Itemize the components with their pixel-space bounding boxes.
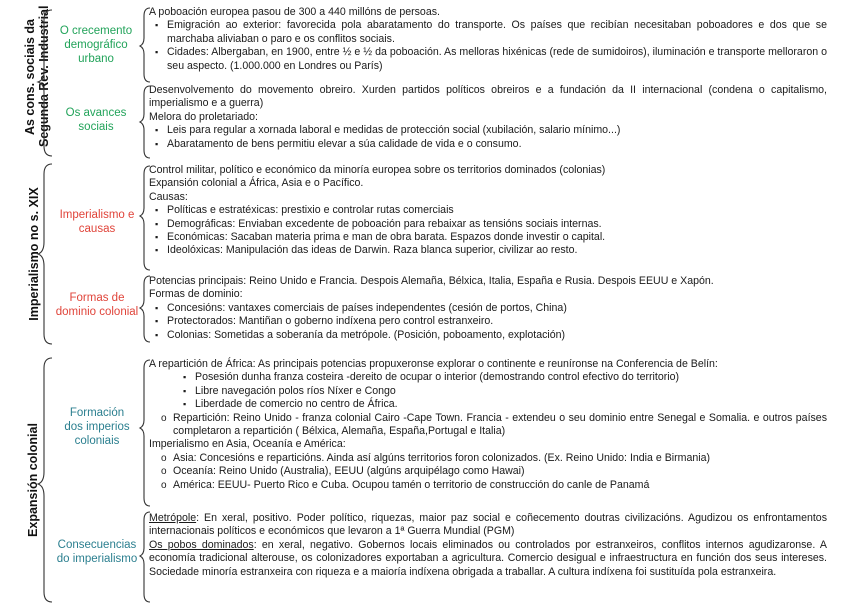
label-line: Formación — [69, 407, 125, 419]
square-item: ▪ Posesión dunha franza costeira -dereito de ocupar o interior (demostrando control efectivo do territorio) — [149, 371, 827, 384]
content-formas-dominio — [149, 275, 827, 342]
label-line: demográfico — [64, 39, 128, 51]
label-line: sociais — [78, 121, 114, 133]
paragraph — [149, 539, 827, 579]
content-line: Potencias principais: Reino Unido e Francia. Despois Alemaña, Bélxica, Italia, España e Rusia. Despois EEUU e Xapón. — [149, 275, 714, 287]
content-line: Desenvolvemento do movemento obreiro. Xurden partidos políticos obreiros e a fundación da II internacional (condena o capitalismo, imperialismo e a guerra) — [149, 84, 827, 110]
content-line: Imperialismo en Asia, Oceanía e América: — [149, 438, 346, 451]
label-line: dominio colonial — [55, 306, 139, 318]
content-line: Causas: — [149, 190, 188, 203]
label-line: Os avances — [65, 107, 127, 119]
content-line: Melora do proletariado: — [149, 110, 258, 123]
section-title-line: As cons. sociais da — [23, 18, 37, 136]
content-crecemento — [149, 6, 827, 73]
label-line: Consecuencias — [57, 539, 137, 551]
content-line: Control militar, político e económico da minoría europea sobre os territorios dominados (colonias) — [149, 164, 606, 176]
bullet-item: ▪ Emigración ao exterior: favorecida pola abaratamento do transporte. Os países que recibían necesitaban poboadores e dos que se marchaba aliviaban o paro e os conflitos sociais. — [149, 19, 827, 46]
label-line: Imperialismo e — [59, 209, 135, 221]
square-item: ▪ Liberdade de comercio no centro de África. — [149, 398, 827, 411]
section-title-line: Segunda Rev. Industrial — [37, 5, 51, 147]
circle-item: o Oceanía: Reino Unido (Australia), EEUU (algúns arquipélago como Hawai) — [149, 465, 827, 478]
content-avances — [149, 84, 827, 151]
bullet-item: ▪ Políticas e estratéxicas: prestixio e controlar rutas comerciais — [149, 204, 827, 217]
section-title-expansion — [26, 415, 42, 545]
section-title-line: Imperialismo no s. XIX — [27, 187, 41, 321]
content-imperialismo-causas — [149, 164, 827, 258]
sub-label-imperialismo-causas — [50, 208, 144, 236]
section-title-social — [23, 7, 53, 147]
bullet-item: ▪ Demográficas: Enviaban excedente de poboación para rebaixar as tensións sociais internas. — [149, 218, 827, 231]
bullet-item: ▪ Leis para regular a xornada laboral e medidas de protección social (xubilación, salario mínimo...) — [149, 124, 827, 137]
bullet-item: ▪ Ideolóxicas: Manipulación das ideas de Darwin. Raza blanca superior, civilizar ao resto. — [149, 244, 827, 257]
content-line: A poboación europea pasou de 300 a 440 millóns de persoas. — [149, 6, 440, 18]
section-title-line: Expansión colonial — [26, 423, 40, 537]
content-formacion — [149, 358, 827, 492]
sub-label-formacion — [50, 406, 144, 448]
bullet-item: ▪ Abaratamento de bens permitiu elevar a súa calidade de vida e o consumo. — [149, 138, 827, 151]
circle-item: o Asia: Concesións e reparticións. Ainda así algúns territorios foron colonizados. (Ex. Reino Unido: India e Birmania) — [149, 452, 827, 465]
square-item: ▪ Libre navegación polos ríos Níxer e Congo — [149, 385, 827, 398]
label-line: O crecemento — [59, 25, 133, 37]
content-consecuencias — [149, 512, 827, 579]
label-line: dos imperios — [64, 421, 130, 433]
sub-label-avances — [50, 106, 142, 134]
paragraph-lead: Os pobos dominados — [149, 538, 254, 551]
bullet-item: ▪ Concesións: vantaxes comerciais de países independentes (cesión de portos, China) — [149, 302, 827, 315]
paragraph — [149, 512, 827, 539]
bullet-item: ▪ Económicas: Sacaban materia prima e man de obra barata. Espazos donde investir o capital. — [149, 231, 827, 244]
label-line: coloniais — [74, 435, 120, 447]
paragraph-body: : en xeral, negativo. Gobernos locais eliminados ou controlados por estranxeiros, conflitos internos agudizaronse. A economía tradicional alterouse, os colonizadores exportaban a agricultura. Comercio desigual e infraestructura en función dos seus intereses. Sociedade minoría estranxeira con riqueza e a maioría indíxena obrigada a traballar. A cultura indíxena foi sustituída pola estranxeira. — [149, 538, 827, 578]
paragraph-body: : En xeral, positivo. Poder político, riquezas, maior paz social e coñecemento doutras civilizacións. Agudizou os enfrontamentos internacionais políticos e económicos que levaron a 1ª Guerra Mundial (PGM) — [149, 512, 827, 538]
label-line: urbano — [78, 53, 114, 65]
paragraph-lead: Metrópole — [149, 512, 197, 524]
sub-label-crecemento — [50, 24, 142, 66]
circle-item: o Repartición: Reino Unido - franza colonial Cairo -Cape Town. Francia - extendeu o seu dominio entre Senegal e Somalia. e outros países completaron a repartición ( Bélxica, Alemaña, España,Portugal e Italia) — [149, 412, 827, 439]
bullet-item: ▪ Protectorados: Mantiñan o goberno indíxena pero control estranxeiro. — [149, 315, 827, 328]
circle-item: o América: EEUU- Puerto Rico e Cuba. Ocupou tamén o territorio de construcción do canle de Panamá — [149, 479, 827, 492]
label-line: Formas de — [69, 292, 125, 304]
section-title-imperialismo — [27, 174, 43, 334]
sub-label-consecuencias — [50, 538, 144, 566]
content-line: Formas de dominio: — [149, 288, 243, 301]
sub-label-formas-dominio — [50, 291, 144, 319]
bullet-item: ▪ Colonias: Sometidas a soberanía da metrópole. (Posición, poboamento, explotación) — [149, 329, 827, 342]
label-line: do imperialismo — [56, 553, 138, 565]
bullet-item: ▪ Cidades: Albergaban, en 1900, entre ½ e ½ da poboación. As melloras hixénicas (rede de sumidoiros), iluminación e transporte melloraron o seu aspecto. (1.000.000 en Londres ou París) — [149, 46, 827, 73]
content-line: A repartición de África: As principais potencias propuxeronse explorar o continente e reuníronse na Conferencia de Belín: — [149, 358, 718, 370]
content-line: Expansión colonial a África, Asia e o Pacífico. — [149, 177, 364, 190]
label-line: causas — [78, 223, 116, 235]
